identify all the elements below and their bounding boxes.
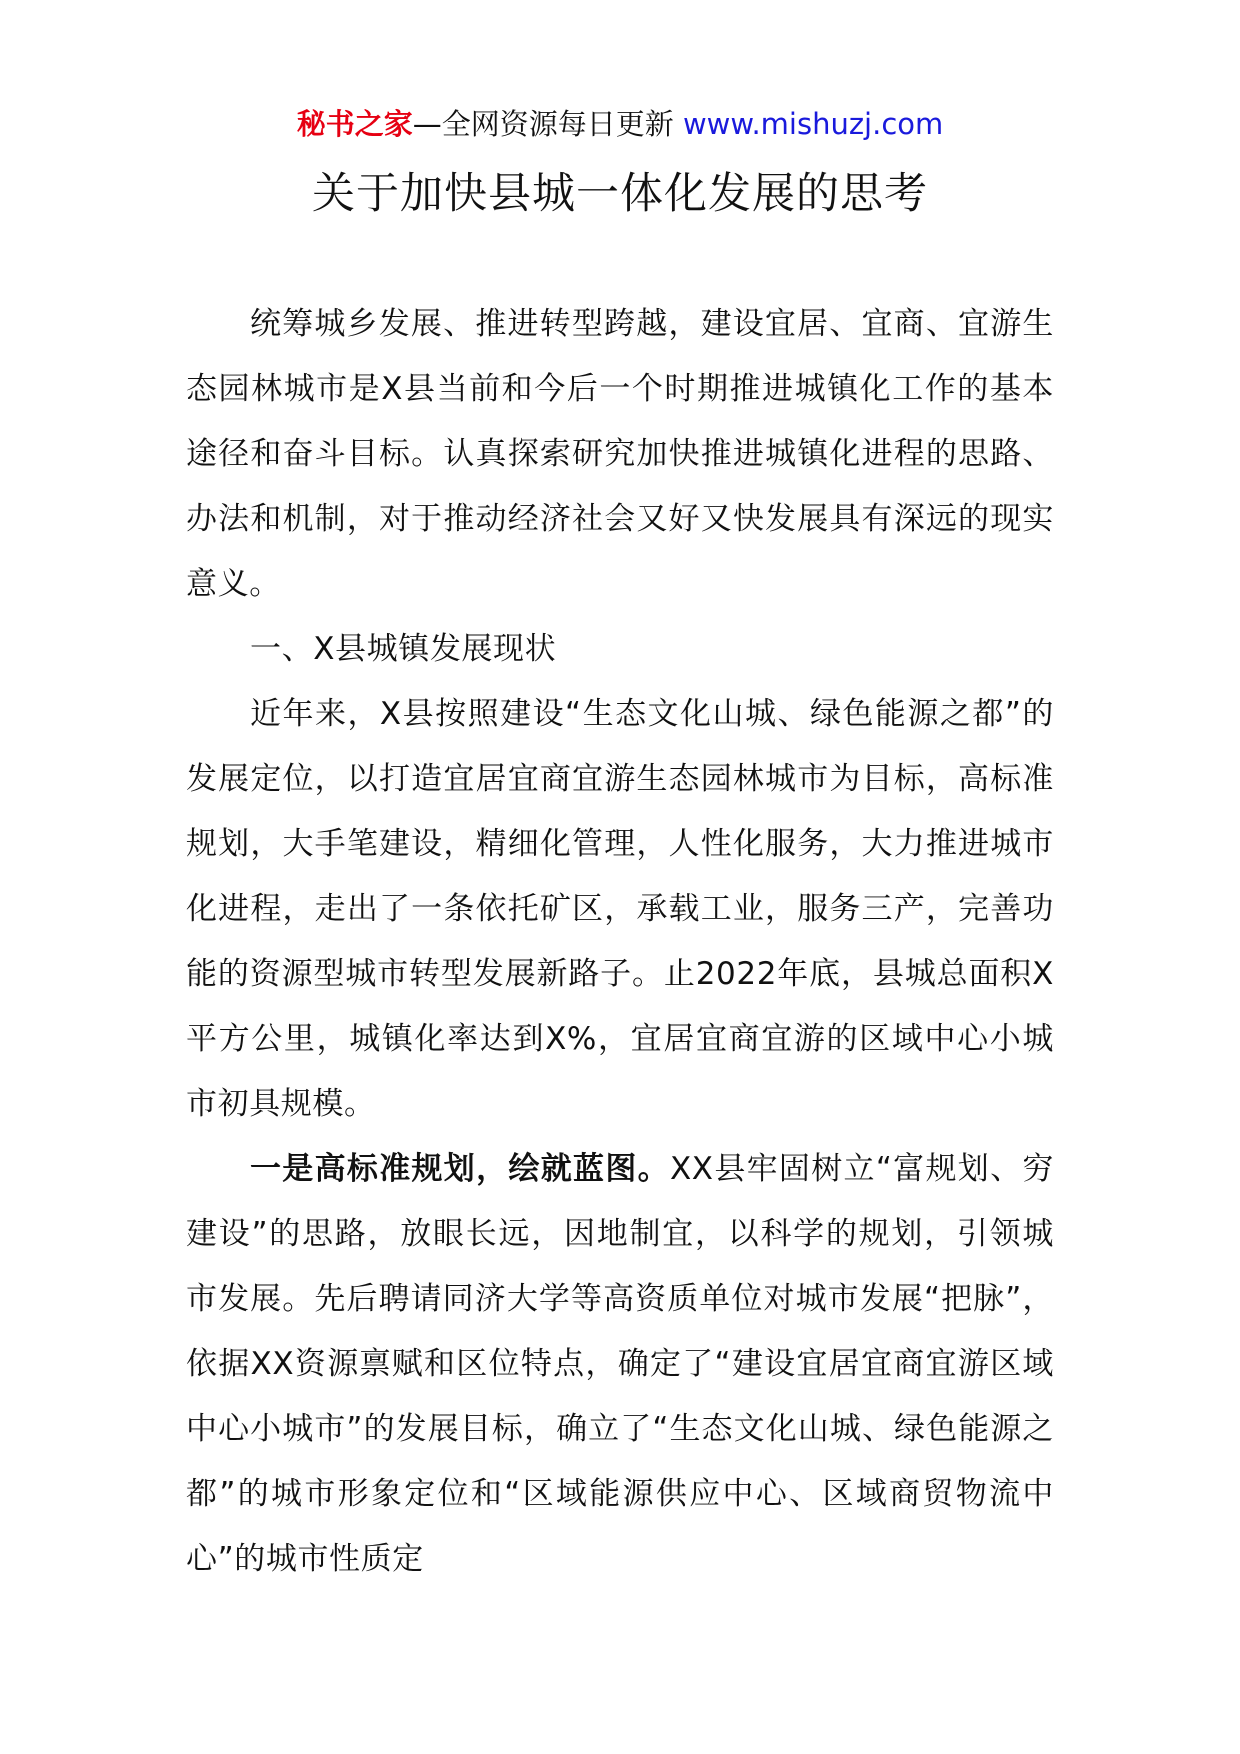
site-header (0, 104, 1240, 144)
document-body (186, 292, 1054, 1592)
planning-paragraph (186, 1137, 1054, 1592)
site-url-link[interactable]: www.mishuzj.com (682, 107, 944, 141)
intro-paragraph: 统筹城乡发展、推进转型跨越，建设宜居、宜商、宜游生态园林城市是X县当前和今后一个时期推进城镇化工作的基本途径和奋斗目标。认真探索研究加快推进城镇化进程的思路、办法和机制，对于推动经济社会又好又快发展具有深远的现实意义。 (186, 306, 1054, 602)
section-heading: 一、X县城镇发展现状 (250, 631, 557, 667)
brand-name: 秘书之家 (296, 107, 413, 141)
header-slogan: —全网资源每日更新 (412, 107, 683, 141)
planning-text: XX县牢固树立“富规划、穷建设”的思路，放眼长远，因地制宜，以科学的规划，引领城市发展。先后聘请同济大学等高资质单位对城市发展“把脉”，依据XX资源禀赋和区位特点，确定了“建设宜居宜商宜游区域中心小城市”的发展目标，确立了“生态文化山城、绿色能源之都”的城市形象定位和“区域能源供应中心、区域商贸物流中心”的城市性质定 (186, 1151, 1054, 1577)
planning-lead: 一是高标准规划，绘就蓝图。 (250, 1151, 670, 1187)
document-title: 关于加快县城一体化发展的思考 (312, 169, 928, 219)
status-paragraph: 近年来，X县按照建设“生态文化山城、绿色能源之都”的发展定位，以打造宜居宜商宜游生态园林城市为目标，高标准规划，大手笔建设，精细化管理，人性化服务，大力推进城市化进程，走出了一条依托矿区，承载工业，服务三产，完善功能的资源型城市转型发展新路子。止2022年底，县城总面积X平方公里，城镇化率达到X%，宜居宜商宜游的区域中心小城市初具规模。 (186, 696, 1054, 1122)
